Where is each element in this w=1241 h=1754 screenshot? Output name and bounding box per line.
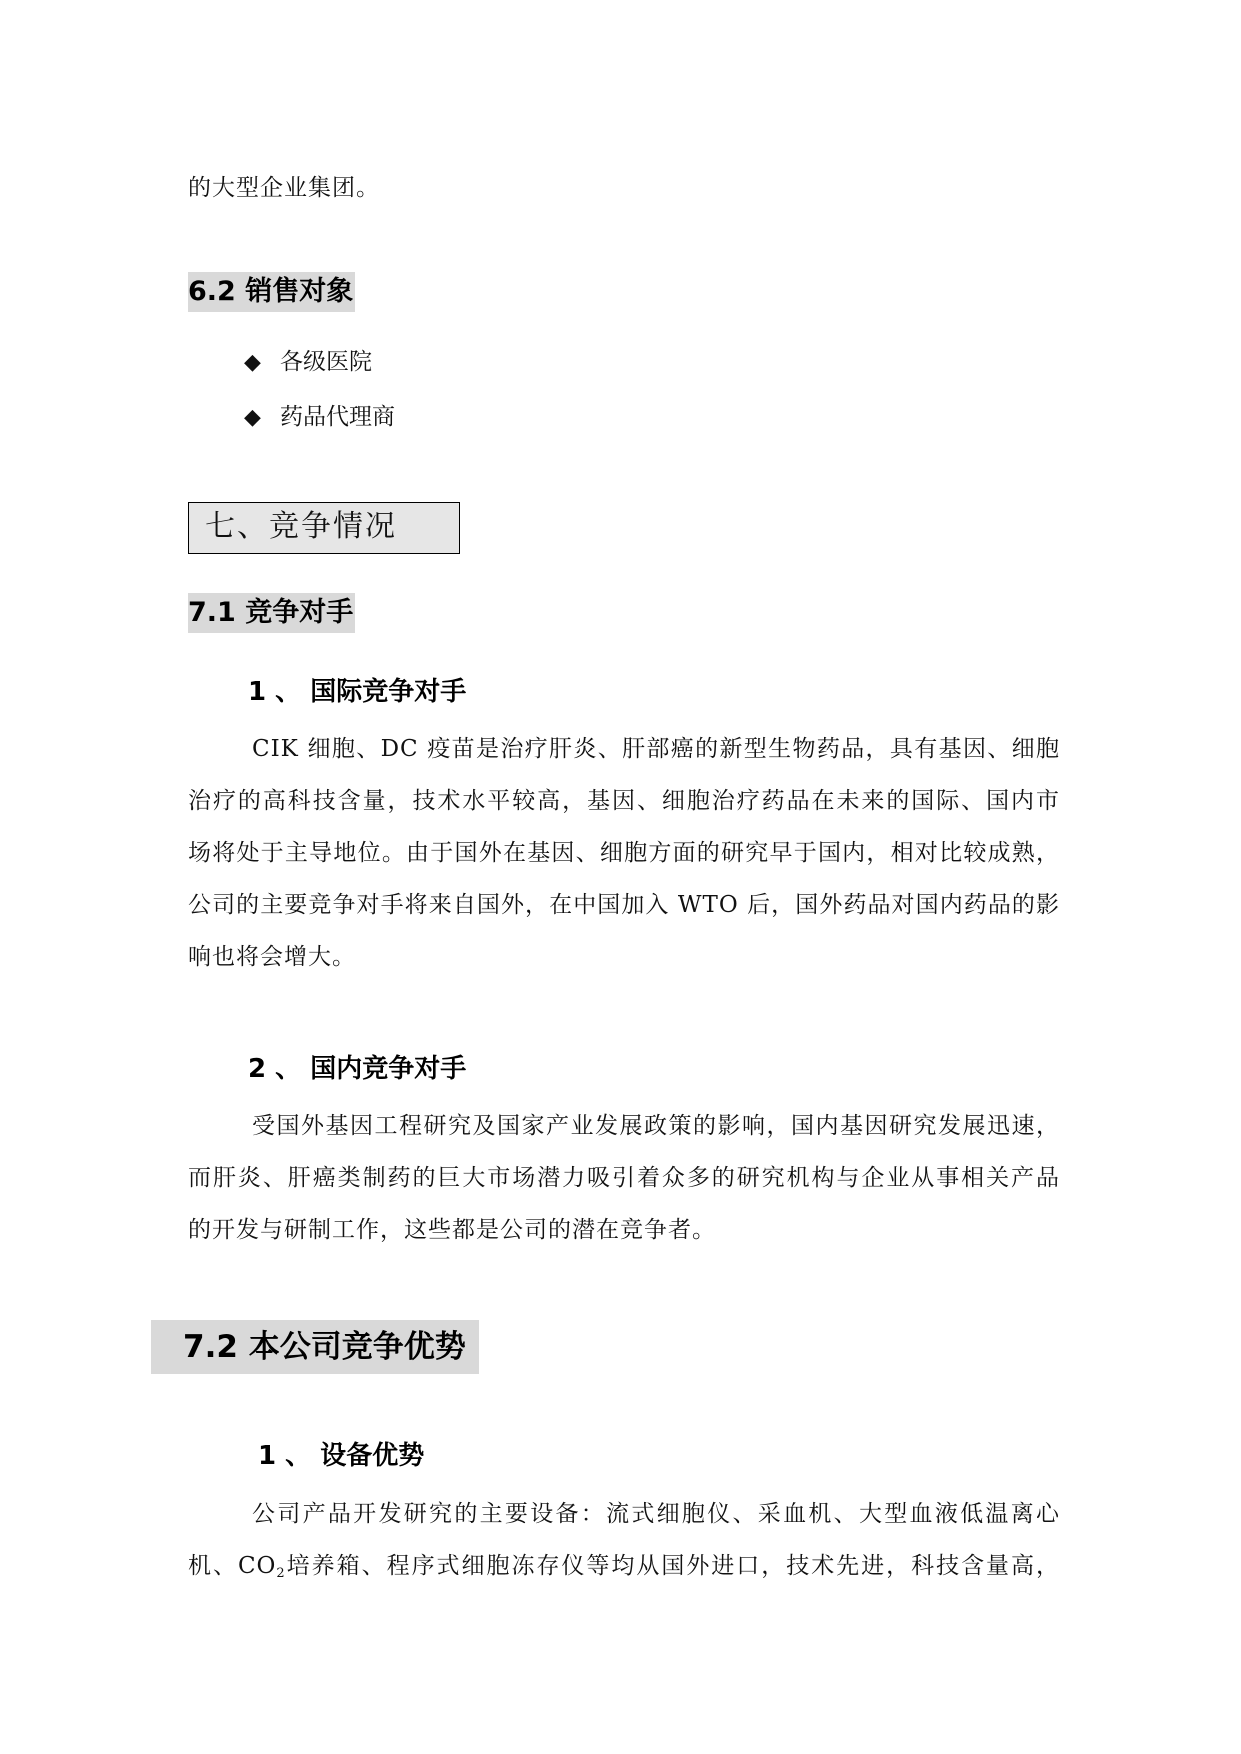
section-heading-7-2: 7.2 本公司竞争优势 (151, 1320, 479, 1374)
text-line (188, 1540, 1060, 1592)
text-line: 而肝炎、肝癌类制药的巨大市场潜力吸引着众多的研究机构与企业从事相关产品 (188, 1165, 1060, 1191)
diamond-bullet-icon: ◆ (244, 405, 261, 430)
text-line: 受国外基因工程研究及国家产业发展政策的影响，国内基因研究发展迅速， (252, 1113, 1060, 1139)
text-line: 治疗的高科技含量，技术水平较高，基因、细胞治疗药品在未来的国际、国内市 (188, 788, 1060, 814)
list-item (244, 397, 395, 438)
section-heading-7-1: 7.1 竞争对手 (188, 593, 355, 633)
text-line: 公司的主要竞争对手将来自国外，在中国加入 WTO 后，国外药品对国内药品的影 (188, 892, 1060, 918)
paragraph-fragment: 的大型企业集团。 (188, 175, 380, 201)
text-line: 的开发与研制工作，这些都是公司的潜在竞争者。 (188, 1217, 716, 1243)
paragraph-domestic (188, 1100, 1060, 1256)
paragraph-equipment (188, 1488, 1060, 1592)
subscript: 2 (276, 1566, 286, 1581)
subheading-equipment: 1 、 设备优势 (258, 1441, 425, 1471)
text-line: CIK 细胞、DC 疫苗是治疗肝炎、肝部癌的新型生物药品，具有基因、细胞 (252, 736, 1060, 762)
subheading-domestic: 2 、 国内竞争对手 (248, 1054, 467, 1084)
diamond-bullet-icon: ◆ (244, 350, 261, 375)
text-line: 公司产品开发研究的主要设备：流式细胞仪、采血机、大型血液低温离心 (252, 1501, 1060, 1527)
section-heading-6-2: 6.2 销售对象 (188, 272, 355, 312)
text-span: 培养箱、程序式细胞冻存仪等均从国外进口，技术先进，科技含量高， (285, 1553, 1060, 1579)
list-item-label: 各级医院 (280, 349, 372, 375)
paragraph-international (188, 723, 1060, 983)
text-line: 场将处于主导地位。由于国外在基因、细胞方面的研究早于国内，相对比较成熟， (188, 840, 1060, 866)
list-item-label: 药品代理商 (280, 404, 395, 430)
text-span: 机、CO (188, 1553, 277, 1579)
text-line: 响也将会增大。 (188, 944, 356, 970)
list-item (244, 342, 372, 383)
chapter-heading-7: 七、竞争情况 (188, 502, 460, 554)
subheading-international: 1 、 国际竞争对手 (248, 677, 467, 707)
